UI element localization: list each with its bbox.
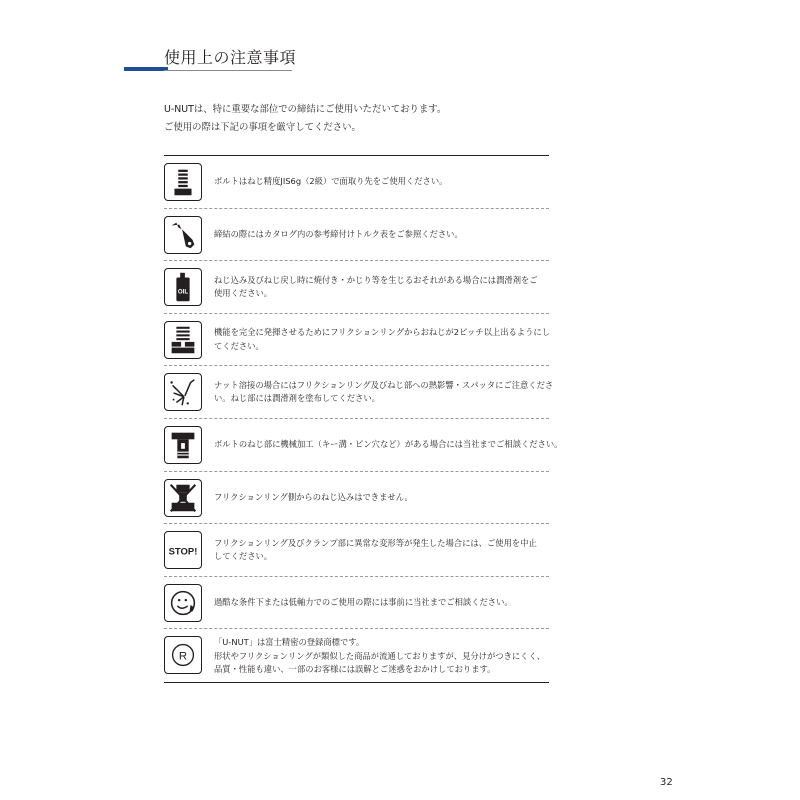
precaution-text: ボルトはねじ精度JIS6g（2級）で面取り先をご使用ください。 xyxy=(214,176,448,187)
precaution-text: 形状やフリクションリングが類似した商品が流通しておりますが、見分けがつきにくく、 xyxy=(214,650,545,661)
registered-label: R xyxy=(178,650,188,663)
title-accent-bar xyxy=(124,67,168,71)
precaution-text: ねじ込み及びねじ戻し時に焼付き・かじり等を生じるおそれがある場合には潤滑剤をご xyxy=(214,274,538,285)
precaution-row xyxy=(164,314,549,367)
stop-icon xyxy=(164,531,202,569)
precaution-text: 品質・性能も違い、一部のお客様には誤解とご迷惑をおかけしております。 xyxy=(214,664,496,675)
prohibited-screw-in-icon xyxy=(164,479,202,517)
page-title: 使用上の注意事項 xyxy=(164,48,297,67)
wrench-icon xyxy=(164,216,202,254)
precaution-row xyxy=(164,472,549,525)
stop-label: STOP! xyxy=(168,546,198,558)
precaution-text: ボルトのねじ部に機械加工（キー溝・ピン穴など）がある場合には当社までご相談ください。 xyxy=(214,439,563,450)
precaution-text: 締結の際にはカタログ内の参考締付けトルク表をご参照ください。 xyxy=(214,228,463,239)
precaution-text: 使用ください。 xyxy=(214,288,273,299)
precaution-text: 機能を完全に発揮させるためにフリクションリングからおねじが2ピッチ以上出るようにし xyxy=(214,327,550,338)
phone-consult-icon xyxy=(164,584,202,622)
oil-can-icon xyxy=(164,268,202,306)
bolt-icon xyxy=(164,163,202,201)
machined-bolt-icon xyxy=(164,426,202,464)
precaution-text: 過酷な条件下または低軸力でのご使用の際には事前に当社までご相談ください。 xyxy=(214,597,513,607)
precaution-row xyxy=(164,419,563,472)
precaution-text: てください。 xyxy=(214,340,264,351)
intro-line: U-NUTは、特に重要な部位での締結にご使用いただいております。 xyxy=(164,104,447,115)
precaution-row xyxy=(164,524,549,577)
precaution-row xyxy=(164,577,549,630)
precaution-row xyxy=(164,209,549,262)
precaution-row xyxy=(164,366,554,419)
bolt-pitch-icon xyxy=(164,321,202,359)
welding-icon xyxy=(164,373,202,411)
page-number: 32 xyxy=(660,777,673,788)
intro-text xyxy=(164,101,446,137)
precaution-text: フリクションリング側からのねじ込みはできません。 xyxy=(214,491,413,502)
precaution-text: フリクションリング及びクランプ部に異常な変形等が発生した場合には、ご使用を中止 xyxy=(214,537,537,548)
intro-line: ご使用の際は下記の事項を厳守してください。 xyxy=(164,122,361,133)
oil-label: OIL xyxy=(177,288,189,296)
registered-icon xyxy=(164,636,202,674)
precaution-row xyxy=(164,156,549,209)
precaution-text: い。ねじ部には潤滑剤を塗布してください。 xyxy=(214,393,380,404)
precaution-row xyxy=(164,261,549,314)
precaution-text: 「U-NUT」は富士精密の登録商標です。 xyxy=(214,637,365,648)
title-underline xyxy=(164,70,292,71)
precaution-text: してください。 xyxy=(214,551,273,562)
precaution-row xyxy=(164,629,549,683)
precautions-table xyxy=(164,155,563,683)
precaution-text: ナット溶接の場合にはフリクションリング及びねじ部への熱影響・スパッタにご注意くださ xyxy=(214,379,554,390)
